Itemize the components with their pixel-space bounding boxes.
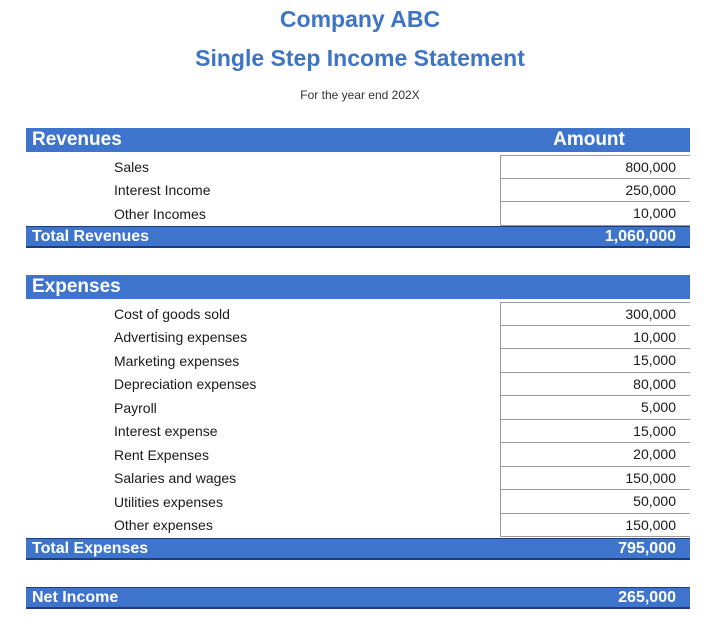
line-item-value: 10,000 (500, 202, 690, 226)
table-row (26, 514, 690, 538)
total-revenues-value: 1,060,000 (604, 227, 676, 245)
table-row (26, 349, 690, 373)
net-income-label: Net Income (32, 588, 119, 606)
period-subtitle: For the year end 202X (300, 88, 420, 102)
total-expenses-label: Total Expenses (32, 539, 149, 557)
line-item-value: 50,000 (500, 490, 690, 514)
expense-rows (26, 302, 690, 537)
table-row (26, 179, 690, 203)
table-row (26, 443, 690, 467)
line-item-name: Sales (114, 158, 150, 175)
line-item-name: Advertising expenses (114, 329, 248, 346)
table-row (26, 467, 690, 491)
line-item-value: 20,000 (500, 443, 690, 467)
line-item-value: 150,000 (500, 467, 690, 491)
table-row (26, 396, 690, 420)
table-row (26, 155, 690, 179)
net-income-row (26, 587, 690, 609)
line-item-value: 250,000 (500, 179, 690, 203)
revenues-header (26, 128, 690, 152)
revenues-label: Revenues (32, 129, 122, 150)
table-row (26, 326, 690, 350)
line-item-value: 15,000 (500, 349, 690, 373)
line-item-name: Payroll (114, 399, 157, 416)
line-item-name: Interest expense (114, 423, 218, 440)
statement-title: Single Step Income Statement (195, 45, 525, 71)
company-name: Company ABC (279, 6, 441, 32)
expenses-header (26, 275, 690, 299)
expenses-label: Expenses (32, 276, 121, 297)
line-item-value: 150,000 (500, 514, 690, 538)
total-revenues-row (26, 226, 690, 248)
total-expenses-value: 795,000 (618, 539, 676, 557)
table-row (26, 202, 690, 226)
line-item-name: Cost of goods sold (114, 305, 230, 322)
total-expenses-row (26, 538, 690, 560)
line-item-name: Depreciation expenses (114, 376, 257, 393)
line-item-value: 300,000 (500, 302, 690, 326)
line-item-value: 15,000 (500, 420, 690, 444)
amount-column-header: Amount (553, 129, 625, 150)
line-item-value: 5,000 (500, 396, 690, 420)
table-row (26, 302, 690, 326)
line-item-value: 800,000 (500, 155, 690, 179)
line-item-name: Rent Expenses (114, 446, 209, 463)
line-item-name: Utilities expenses (114, 493, 223, 510)
line-item-value: 80,000 (500, 373, 690, 397)
line-item-value: 10,000 (500, 326, 690, 350)
total-revenues-label: Total Revenues (32, 227, 150, 245)
table-row (26, 490, 690, 514)
line-item-name: Salaries and wages (114, 470, 237, 487)
line-item-name: Interest Income (114, 182, 211, 199)
table-row (26, 373, 690, 397)
table-row (26, 420, 690, 444)
net-income-value: 265,000 (618, 588, 676, 606)
line-item-name: Other expenses (114, 517, 213, 534)
line-item-name: Other Incomes (114, 205, 206, 222)
line-item-name: Marketing expenses (114, 352, 240, 369)
revenue-rows (26, 155, 690, 226)
